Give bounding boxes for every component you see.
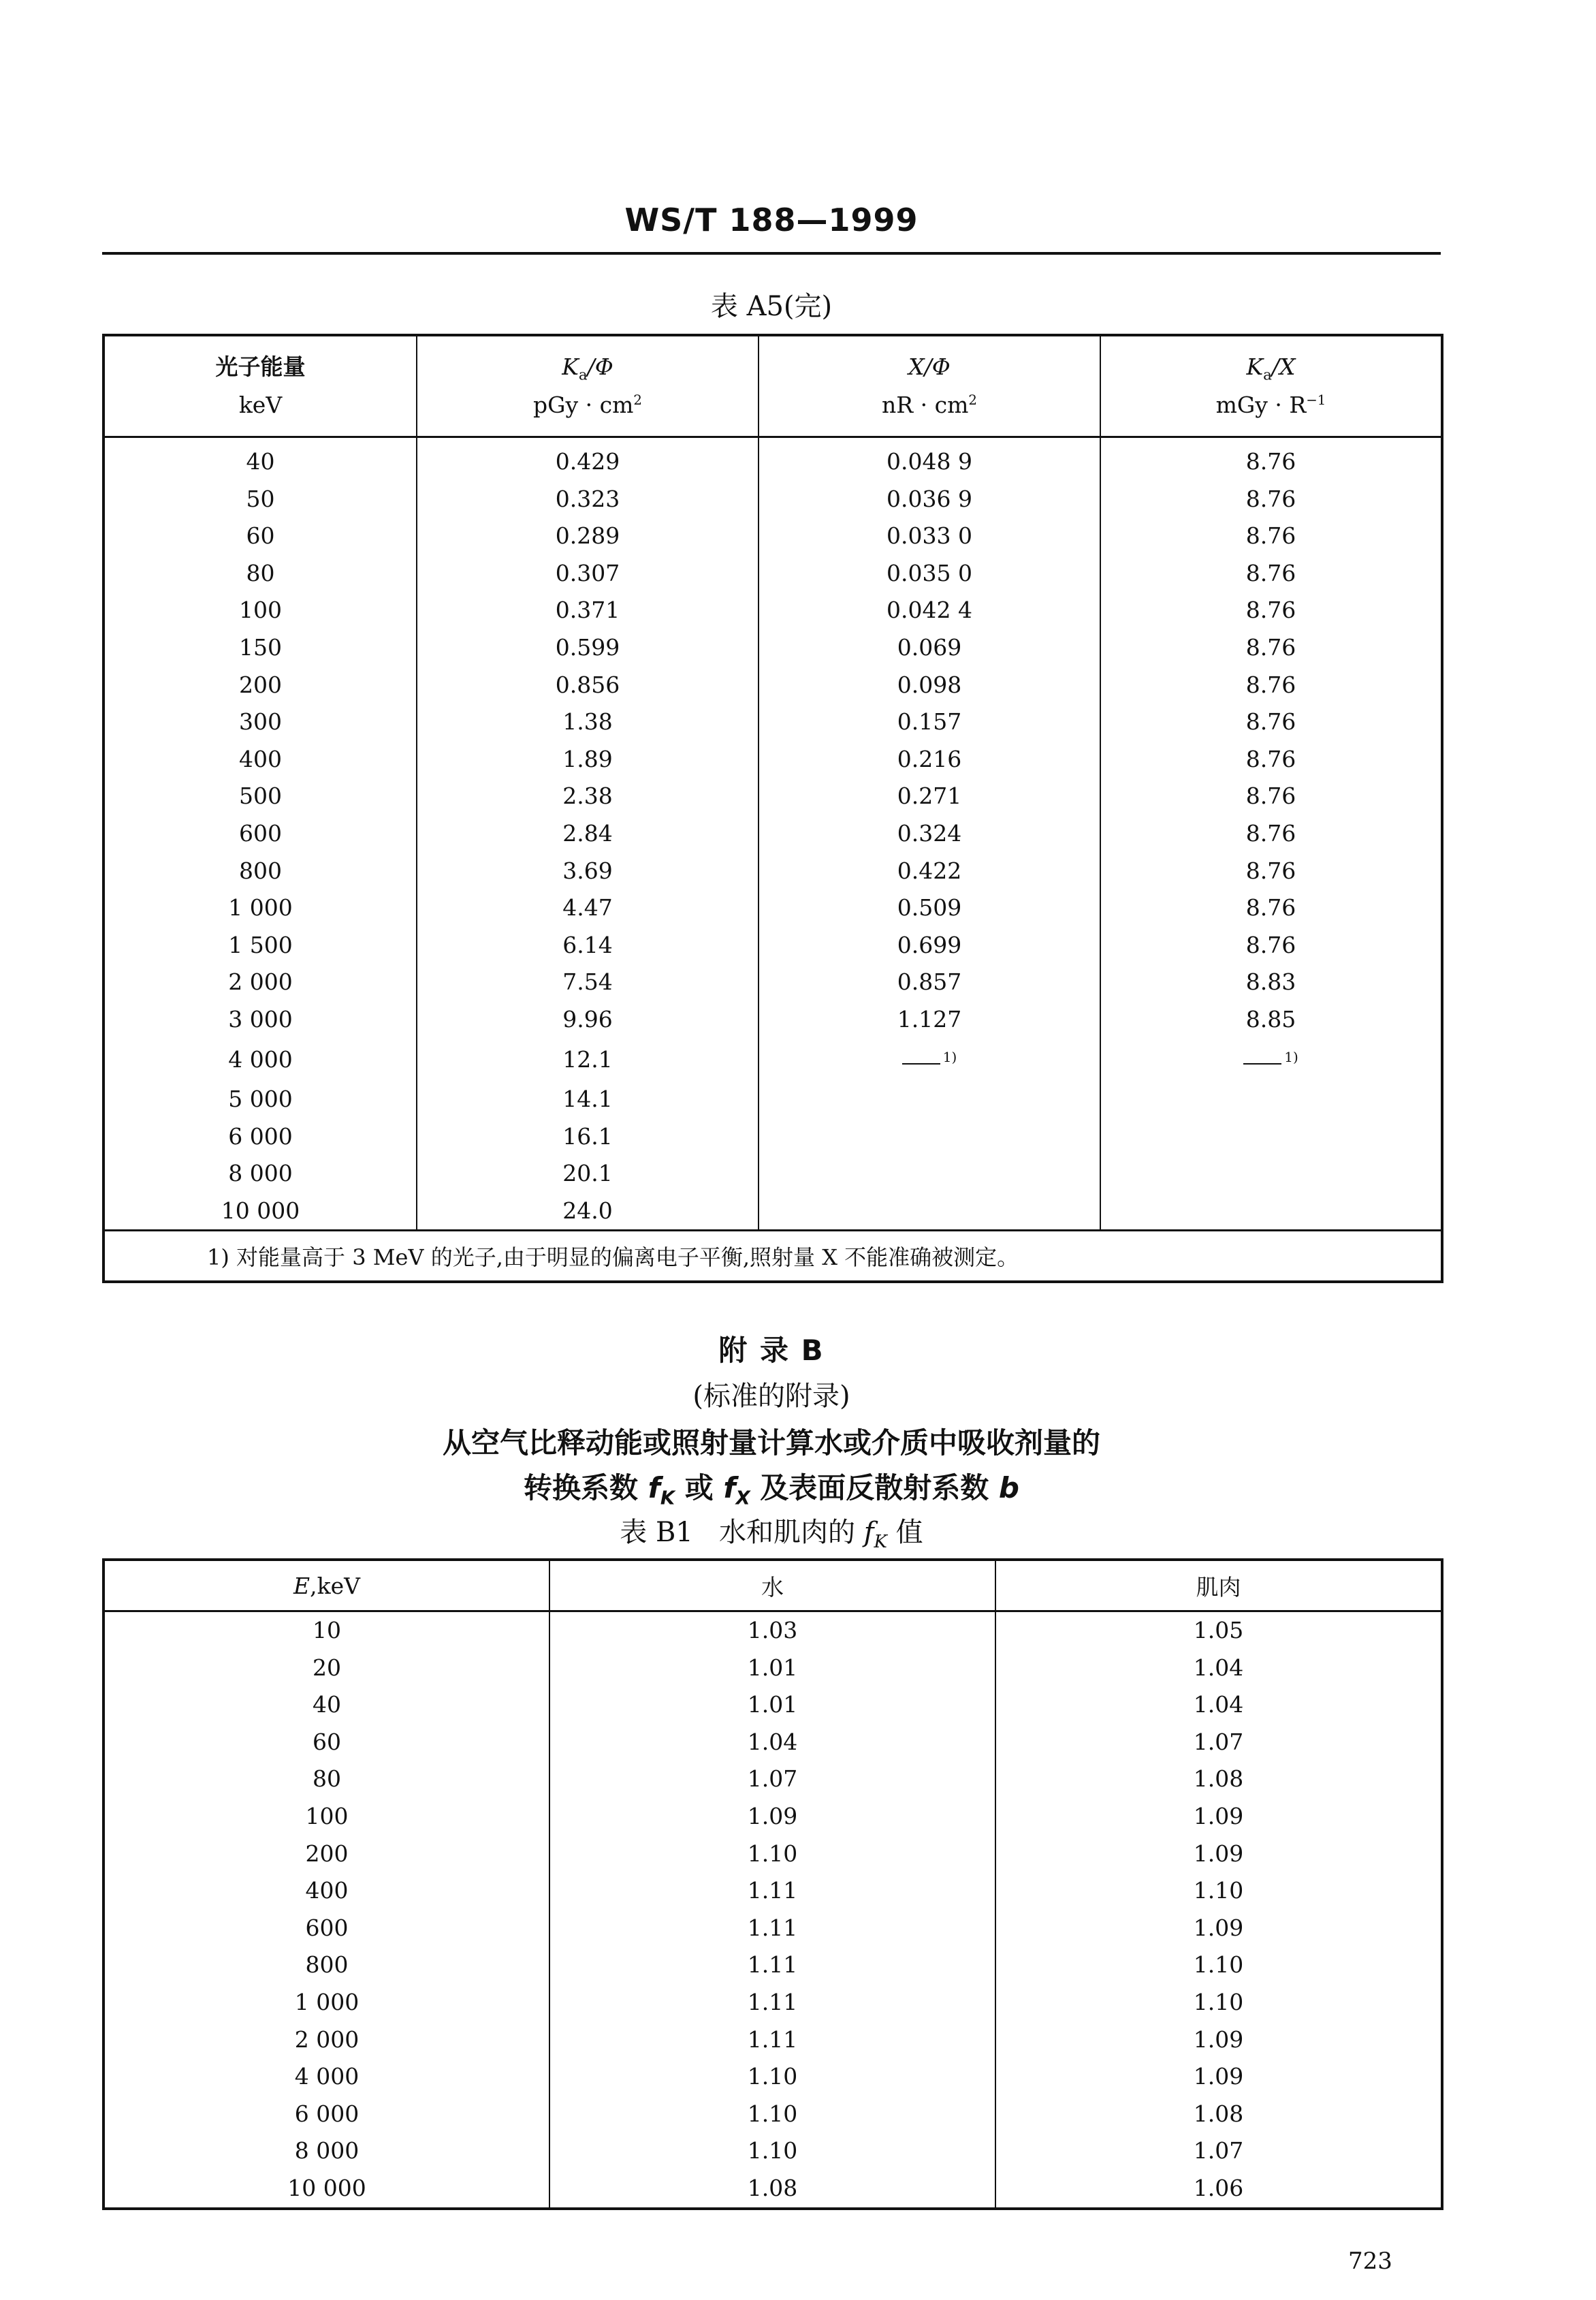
table-row	[103, 815, 1442, 853]
x-phi-cell	[759, 1081, 1100, 1118]
col-header-ka-phi-unit: pGy · $cm^2$	[533, 392, 642, 418]
energy-cell: 400	[103, 1872, 549, 1910]
energy-cell: 200	[103, 1836, 549, 1873]
photon-energy-cell: 300	[103, 704, 417, 741]
col-header-ka-x-label: $K_a/X$	[1246, 353, 1296, 384]
table-row	[103, 2170, 1442, 2209]
water-cell: 1.04	[549, 1724, 995, 1761]
energy-cell: 4 000	[103, 2058, 549, 2096]
appendix-subtitle: (标准的附录)	[692, 1381, 850, 1412]
ka-x-cell: 8.76	[1100, 437, 1442, 481]
header-rule	[102, 252, 1441, 255]
photon-energy-cell: 4 000	[103, 1039, 417, 1082]
table-row	[103, 1686, 1442, 1724]
col-header-ka-phi	[417, 335, 759, 437]
muscle-cell: 1.08	[995, 2096, 1442, 2133]
table-row	[103, 1947, 1442, 1984]
energy-cell: 8 000	[103, 2132, 549, 2170]
col-header-photon-energy	[103, 335, 417, 437]
x-phi-cell: 0.324	[759, 815, 1100, 853]
col-header-energy: E,keV	[103, 1560, 549, 1611]
table-row	[103, 1872, 1442, 1910]
table-row	[103, 629, 1442, 667]
table-row	[103, 1836, 1442, 1873]
x-phi-cell: 1.127	[759, 1001, 1100, 1039]
ka-phi-cell: 0.856	[417, 667, 759, 704]
table-row	[103, 2021, 1442, 2059]
table-row	[103, 1724, 1442, 1761]
table-row	[103, 927, 1442, 964]
water-cell: 1.11	[549, 2021, 995, 2059]
table-row	[103, 1193, 1442, 1231]
x-phi-cell: 0.033 0	[759, 518, 1100, 555]
ka-phi-cell: 4.47	[417, 889, 759, 927]
water-cell: 1.11	[549, 1872, 995, 1910]
table-a5	[102, 334, 1443, 1283]
ka-phi-cell: 0.429	[417, 437, 759, 481]
table-row	[103, 555, 1442, 593]
photon-energy-cell: 1 500	[103, 927, 417, 964]
ka-phi-cell: 2.84	[417, 815, 759, 853]
energy-cell: 1 000	[103, 1984, 549, 2021]
x-phi-cell: 0.857	[759, 964, 1100, 1001]
ka-phi-cell: 20.1	[417, 1155, 759, 1193]
ka-x-cell: 8.76	[1100, 927, 1442, 964]
ka-phi-cell: 0.289	[417, 518, 759, 555]
photon-energy-cell: 1 000	[103, 889, 417, 927]
energy-cell: 60	[103, 1724, 549, 1761]
table-row	[103, 2096, 1442, 2133]
muscle-cell: 1.06	[995, 2170, 1442, 2209]
x-phi-cell: 0.069	[759, 629, 1100, 667]
photon-energy-cell: 8 000	[103, 1155, 417, 1193]
water-cell: 1.10	[549, 2058, 995, 2096]
table-row	[103, 1081, 1442, 1118]
table-row	[103, 1798, 1442, 1836]
table-row	[103, 481, 1442, 518]
muscle-cell: 1.07	[995, 1724, 1442, 1761]
x-phi-cell: 0.699	[759, 927, 1100, 964]
ka-x-cell: 8.76	[1100, 555, 1442, 593]
table-b1-header-row	[103, 1560, 1442, 1611]
table-row	[103, 778, 1442, 815]
ka-phi-cell: 3.69	[417, 853, 759, 890]
col-header-ka-x	[1100, 335, 1442, 437]
ka-x-cell: 8.76	[1100, 853, 1442, 890]
ka-x-cell: 8.76	[1100, 629, 1442, 667]
ka-phi-cell: 0.599	[417, 629, 759, 667]
ka-x-cell	[1100, 1155, 1442, 1193]
photon-energy-cell: 100	[103, 592, 417, 629]
x-phi-cell: 0.216	[759, 741, 1100, 778]
x-phi-cell: 0.098	[759, 667, 1100, 704]
muscle-cell: 1.09	[995, 1798, 1442, 1836]
photon-energy-cell: 80	[103, 555, 417, 593]
table-row	[103, 704, 1442, 741]
appendix-heading-line2: 转换系数 $f_K$ 或 $f_X$ 及表面反散射系数 b	[524, 1471, 1019, 1509]
muscle-cell: 1.10	[995, 1984, 1442, 2021]
muscle-cell: 1.08	[995, 1761, 1442, 1798]
ka-x-cell: 8.76	[1100, 667, 1442, 704]
photon-energy-cell: 5 000	[103, 1081, 417, 1118]
muscle-cell: 1.04	[995, 1686, 1442, 1724]
photon-energy-cell: 2 000	[103, 964, 417, 1001]
ka-x-cell	[1100, 1039, 1442, 1082]
table-row	[103, 964, 1442, 1001]
photon-energy-cell: 10 000	[103, 1193, 417, 1231]
col-header-ka-x-unit: mGy · $R^{-1}$	[1215, 392, 1326, 418]
ka-phi-cell: 1.38	[417, 704, 759, 741]
muscle-cell: 1.09	[995, 1910, 1442, 1947]
water-cell: 1.10	[549, 1836, 995, 1873]
energy-cell: 80	[103, 1761, 549, 1798]
water-cell: 1.10	[549, 2132, 995, 2170]
x-phi-cell	[759, 1193, 1100, 1231]
ka-phi-cell: 2.38	[417, 778, 759, 815]
x-phi-cell: 0.509	[759, 889, 1100, 927]
x-phi-cell: 0.157	[759, 704, 1100, 741]
ka-x-cell: 8.76	[1100, 741, 1442, 778]
table-a5-footnote-row	[103, 1231, 1442, 1282]
x-phi-cell: 0.035 0	[759, 555, 1100, 593]
muscle-cell: 1.09	[995, 1836, 1442, 1873]
water-cell: 1.10	[549, 2096, 995, 2133]
table-a5-header-row	[103, 335, 1442, 437]
ka-phi-cell: 14.1	[417, 1081, 759, 1118]
table-row	[103, 1910, 1442, 1947]
x-phi-cell: 0.422	[759, 853, 1100, 890]
muscle-cell: 1.09	[995, 2058, 1442, 2096]
ka-x-cell: 8.76	[1100, 592, 1442, 629]
photon-energy-cell: 50	[103, 481, 417, 518]
ka-x-cell: 8.85	[1100, 1001, 1442, 1039]
ka-phi-cell: 7.54	[417, 964, 759, 1001]
table-row	[103, 1155, 1442, 1193]
table-row	[103, 592, 1442, 629]
x-phi-cell	[759, 1039, 1100, 1082]
photon-energy-cell: 200	[103, 667, 417, 704]
col-header-ka-phi-label: $K_a/\Phi$	[562, 353, 613, 384]
ka-phi-cell: 0.323	[417, 481, 759, 518]
energy-cell: 10	[103, 1611, 549, 1650]
muscle-cell: 1.04	[995, 1650, 1442, 1687]
page-number: 723	[1348, 2248, 1392, 2275]
table-row	[103, 1039, 1442, 1082]
table-row	[103, 1984, 1442, 2021]
table-row	[103, 1611, 1442, 1650]
water-cell: 1.01	[549, 1686, 995, 1724]
photon-energy-cell: 60	[103, 518, 417, 555]
col-header-x-phi	[759, 335, 1100, 437]
ka-x-cell	[1100, 1118, 1442, 1156]
x-phi-cell: 0.271	[759, 778, 1100, 815]
photon-energy-cell: 150	[103, 629, 417, 667]
col-header-photon-energy-label: 光子能量	[215, 353, 306, 380]
table-a5-caption: 表 A5(完)	[710, 291, 833, 322]
photon-energy-cell: 600	[103, 815, 417, 853]
ka-phi-cell: 9.96	[417, 1001, 759, 1039]
x-phi-cell: 0.048 9	[759, 437, 1100, 481]
water-cell: 1.08	[549, 2170, 995, 2209]
table-row	[103, 518, 1442, 555]
water-cell: 1.11	[549, 1947, 995, 1984]
table-row	[103, 437, 1442, 481]
energy-cell: 2 000	[103, 2021, 549, 2059]
ka-x-cell: 8.76	[1100, 778, 1442, 815]
x-phi-cell	[759, 1155, 1100, 1193]
table-row	[103, 889, 1442, 927]
water-cell: 1.11	[549, 1984, 995, 2021]
water-cell: 1.11	[549, 1910, 995, 1947]
table-row	[103, 741, 1442, 778]
col-header-photon-energy-unit: keV	[238, 392, 283, 418]
col-header-water: 水	[549, 1560, 995, 1611]
photon-energy-cell: 6 000	[103, 1118, 417, 1156]
footnote-marker: 1)	[1284, 1048, 1298, 1065]
energy-cell: 20	[103, 1650, 549, 1687]
ka-phi-cell: 0.371	[417, 592, 759, 629]
muscle-cell: 1.05	[995, 1611, 1442, 1650]
photon-energy-cell: 40	[103, 437, 417, 481]
table-b1-caption: 表 B1 水和肌肉的 $f_K$ 值	[620, 1517, 923, 1552]
photon-energy-cell: 3 000	[103, 1001, 417, 1039]
table-row	[103, 2058, 1442, 2096]
dash-mark	[1243, 1063, 1281, 1065]
col-header-muscle: 肌肉	[995, 1560, 1442, 1611]
table-row	[103, 1650, 1442, 1687]
ka-phi-cell: 24.0	[417, 1193, 759, 1231]
table-row	[103, 1001, 1442, 1039]
muscle-cell: 1.10	[995, 1947, 1442, 1984]
ka-x-cell: 8.83	[1100, 964, 1442, 1001]
dash-mark	[902, 1063, 940, 1065]
energy-cell: 6 000	[103, 2096, 549, 2133]
ka-x-cell	[1100, 1081, 1442, 1118]
x-phi-cell: 0.042 4	[759, 592, 1100, 629]
ka-x-cell: 8.76	[1100, 704, 1442, 741]
muscle-cell: 1.07	[995, 2132, 1442, 2170]
muscle-cell: 1.09	[995, 2021, 1442, 2059]
table-b1	[102, 1558, 1443, 2210]
water-cell: 1.09	[549, 1798, 995, 1836]
muscle-cell: 1.10	[995, 1872, 1442, 1910]
footnote-marker: 1)	[942, 1048, 957, 1065]
table-row	[103, 667, 1442, 704]
ka-phi-cell: 6.14	[417, 927, 759, 964]
ka-x-cell: 8.76	[1100, 481, 1442, 518]
energy-cell: 10 000	[103, 2170, 549, 2209]
ka-x-cell: 8.76	[1100, 518, 1442, 555]
appendix-heading-line1: 从空气比释动能或照射量计算水或介质中吸收剂量的	[442, 1426, 1100, 1460]
col-header-x-phi-label: X/Φ	[908, 353, 951, 380]
photon-energy-cell: 400	[103, 741, 417, 778]
energy-cell: 40	[103, 1686, 549, 1724]
table-row	[103, 853, 1442, 890]
table-a5-footnote: 1) 对能量高于 3 MeV 的光子,由于明显的偏离电子平衡,照射量 X 不能准确被测定。	[103, 1231, 1442, 1282]
ka-phi-cell: 12.1	[417, 1039, 759, 1082]
x-phi-cell: 0.036 9	[759, 481, 1100, 518]
table-row	[103, 1118, 1442, 1156]
photon-energy-cell: 500	[103, 778, 417, 815]
x-phi-cell	[759, 1118, 1100, 1156]
water-cell: 1.03	[549, 1611, 995, 1650]
ka-phi-cell: 16.1	[417, 1118, 759, 1156]
standard-number-header: WS/T 188—1999	[624, 202, 919, 238]
ka-x-cell: 8.76	[1100, 815, 1442, 853]
col-header-x-phi-unit: nR · $cm^2$	[882, 392, 977, 418]
ka-x-cell	[1100, 1193, 1442, 1231]
energy-cell: 100	[103, 1798, 549, 1836]
ka-x-cell: 8.76	[1100, 889, 1442, 927]
water-cell: 1.07	[549, 1761, 995, 1798]
photon-energy-cell: 800	[103, 853, 417, 890]
ka-phi-cell: 1.89	[417, 741, 759, 778]
water-cell: 1.01	[549, 1650, 995, 1687]
energy-cell: 600	[103, 1910, 549, 1947]
energy-cell: 800	[103, 1947, 549, 1984]
table-row	[103, 2132, 1442, 2170]
ka-phi-cell: 0.307	[417, 555, 759, 593]
table-row	[103, 1761, 1442, 1798]
appendix-title: 附 录 B	[718, 1334, 825, 1367]
